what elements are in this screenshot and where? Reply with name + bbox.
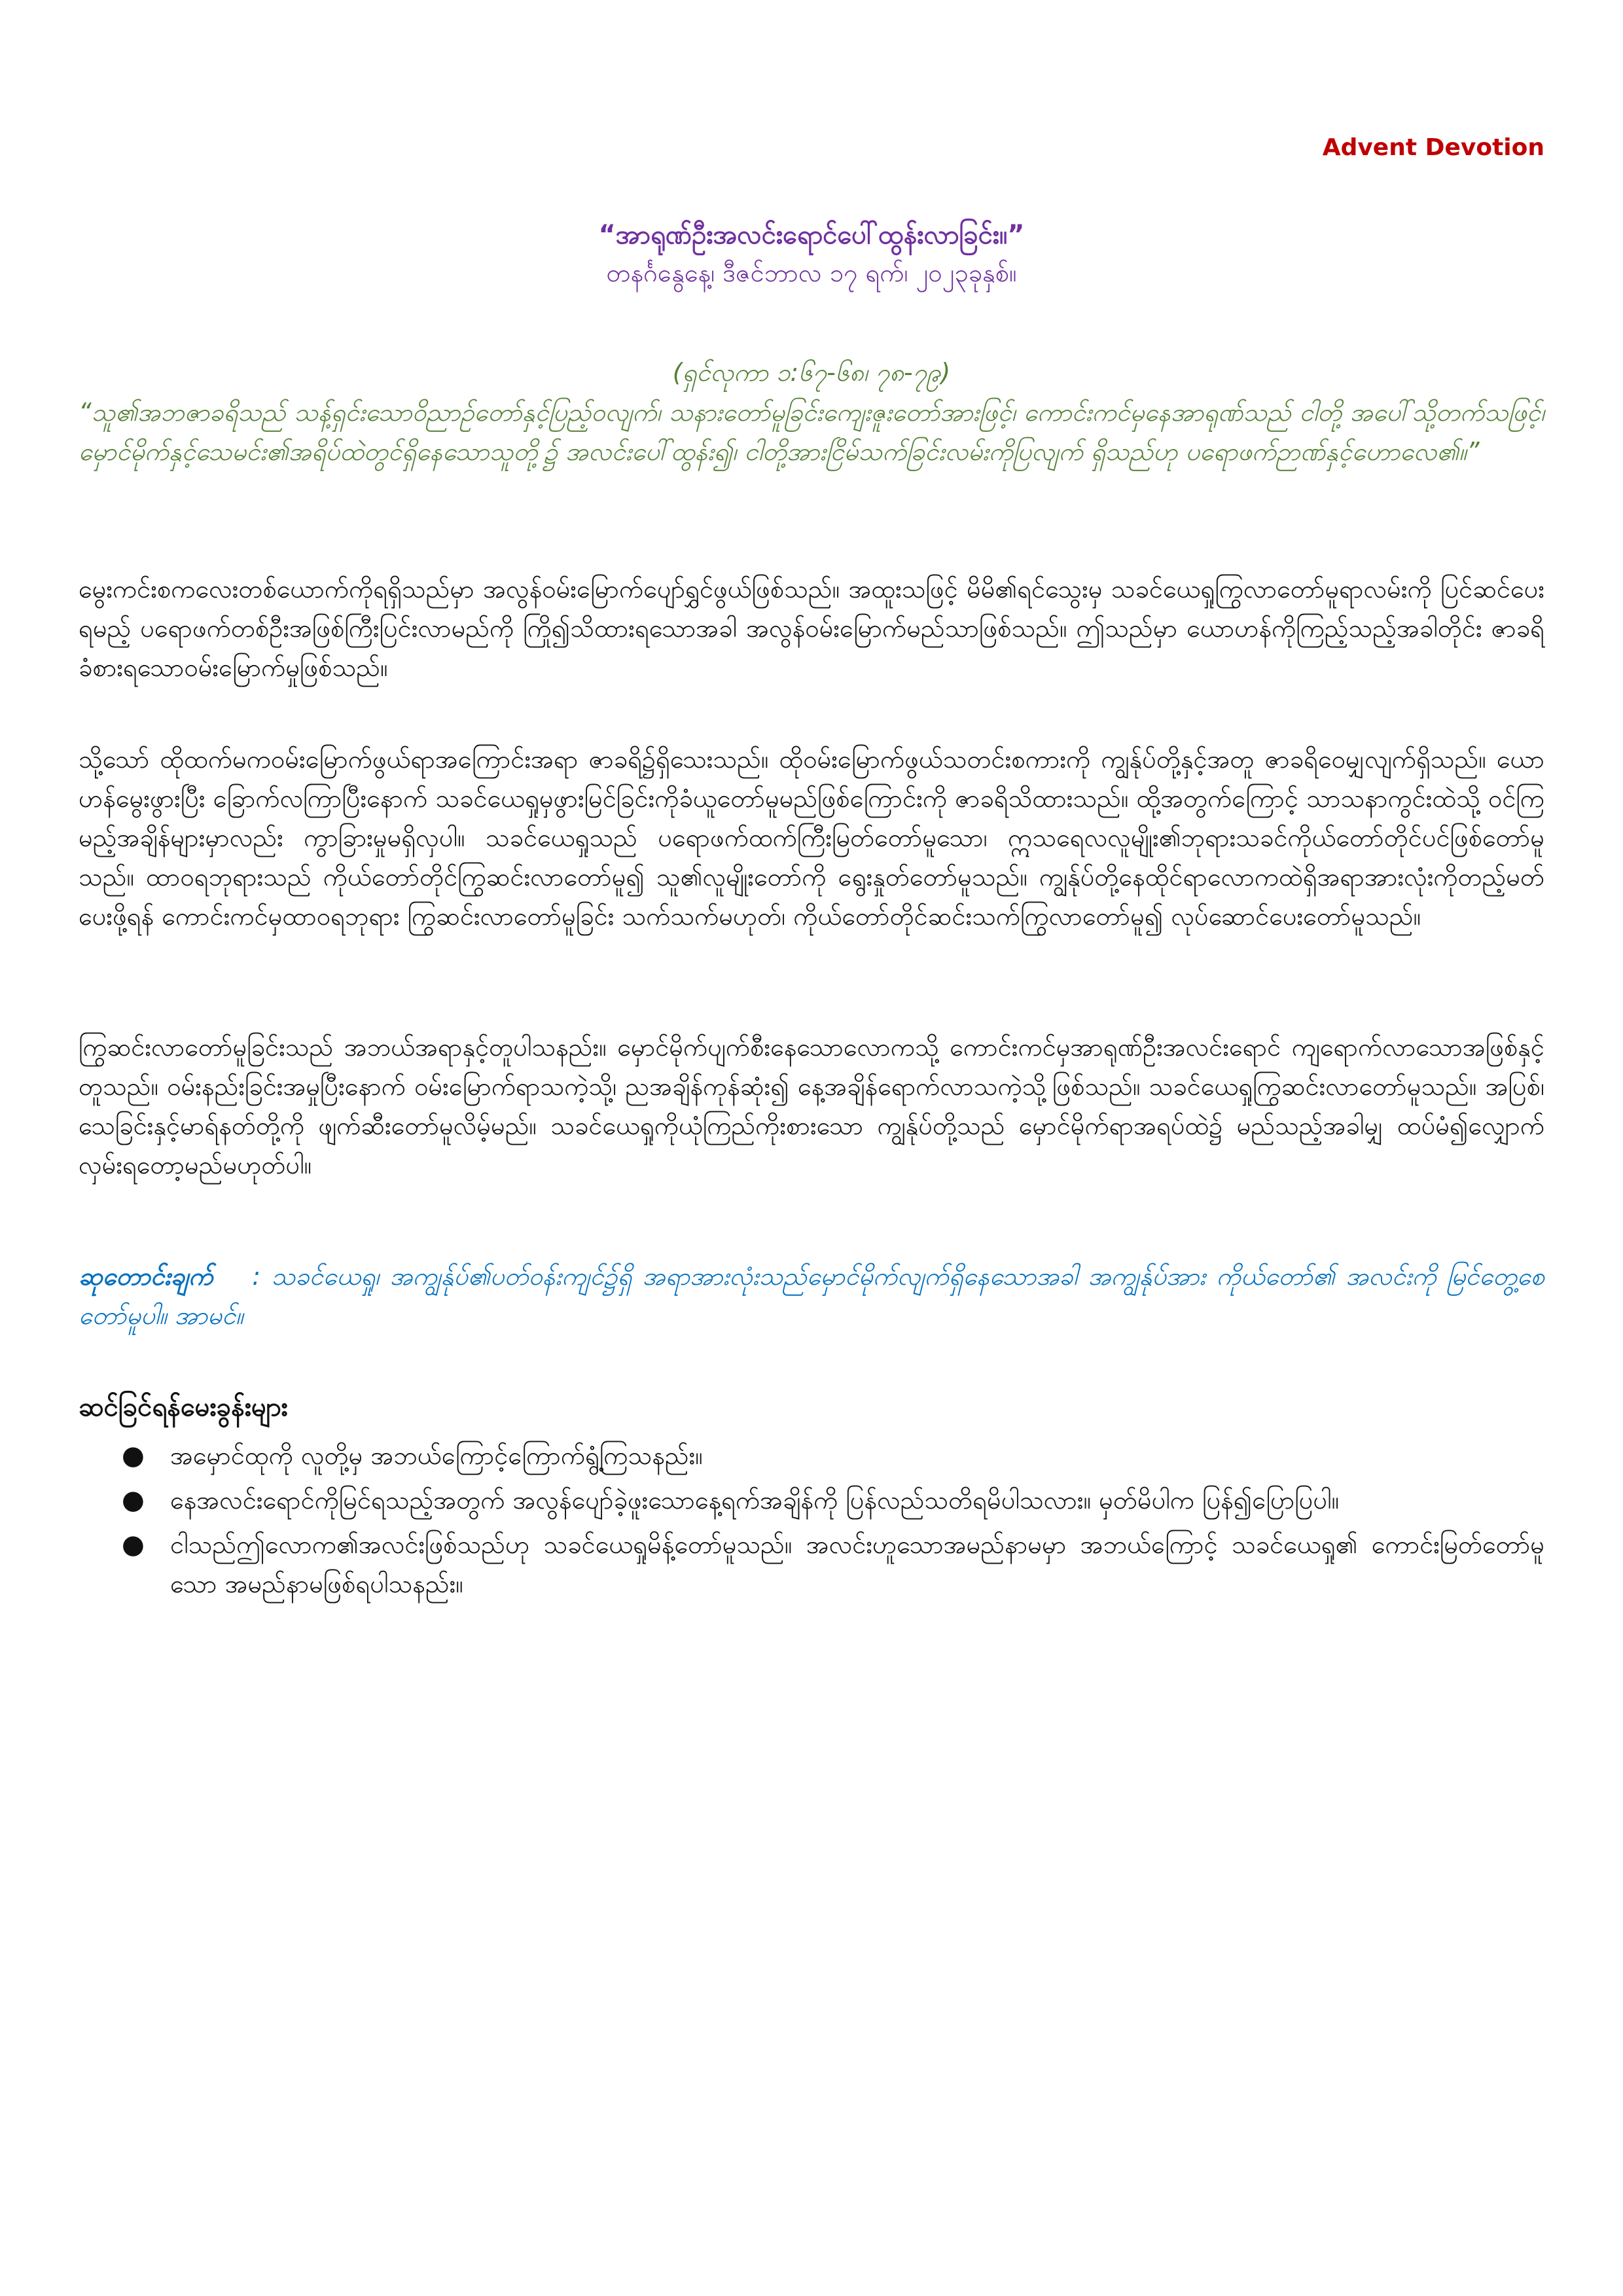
title-block (79, 216, 1544, 292)
reflection-questions (79, 1388, 1544, 1609)
devotion-page (79, 0, 1544, 2296)
questions-list (79, 1436, 1544, 1604)
header-label: Advent Devotion (1322, 134, 1544, 161)
prayer-text: : သခင်ယေရှု၊ အကျွန်ုပ်၏ပတ်ဝန်းကျင်၌ရှိ အရာအားလုံးသည်မှောင်မိုက်လျက်ရှိနေသောအခါ အကျွန်ုပ်အား ကိုယ်တော်၏ အလင်းကို မြင်တွေ့စေတော်မူပါ။ အာမင်။ (79, 1262, 1544, 1330)
questions-heading: ဆင်ခြင်ရန်မေးခွန်းများ (79, 1392, 288, 1422)
bullet-icon: ● (122, 1530, 145, 1560)
prayer-label: ဆုတောင်းချက် (79, 1262, 213, 1291)
question-text: နေအလင်းရောင်ကိုမြင်ရသည့်အတွက် အလွန်ပျော်ခဲ့ဖူးသောနေ့ရက်အချိန်ကို ပြန်လည်သတိရမိပါသလား။ မှတ်မိပါက ပြန်၍ပြောပြပါ။ (170, 1486, 1340, 1515)
prayer-block (79, 1257, 1544, 1335)
bullet-icon: ● (122, 1485, 145, 1515)
body-paragraph-2: သို့သော် ထိုထက်မကဝမ်းမြောက်ဖွယ်ရာအကြောင်းအရာ ဇာခရိ၌ရှိသေးသည်။ ထိုဝမ်းမြောက်ဖွယ်သတင်းစကားကို ကျွန်ုပ်တို့နှင့်အတူ ဇာခရိဝေမျှလျက်ရှိသည်။ ယောဟန်မွေးဖွားပြီး ခြောက်လကြာပြီးနောက် သခင်ယေရှုမှဖွားမြင်ခြင်းကိုခံယူတော်မူမည်ဖြစ်ကြောင်းကို ဇာခရိသိထားသည်။ ထို့အတွက်ကြောင့် သာသနာကွင်းထဲသို့ ဝင်ကြမည့်အချိန်များမှာလည်း ကွာခြားမှုမရှိလှပါ။ သခင်ယေရှုသည် ပရောဖက်ထက်ကြီးမြတ်တော်မူသော၊ ဣသရေလလူမျိုး၏ဘုရားသခင်ကိုယ်တော်တိုင်ပင်ဖြစ်တော်မူသည်။ ထာဝရဘုရားသည် ကိုယ်တော်တိုင်ကြွဆင်းလာတော်မူ၍ သူ၏လူမျိုးတော်ကို ရွေးနှုတ်တော်မူသည်။ ကျွန်ုပ်တို့နေထိုင်ရာလောကထဲရှိအရာအားလုံးကိုတည့်မတ်ပေးဖို့ရန် ကောင်းကင်မှထာဝရဘုရား ကြွဆင်းလာတော်မူခြင်း သက်သက်မဟုတ်၊ ကိုယ်တော်တိုင်ဆင်းသက်ကြွလာတော်မူ၍ လုပ်ဆောင်ပေးတော်မူသည်။ (79, 745, 1544, 931)
body-paragraph-1: မွေးကင်းစကလေးတစ်ယောက်ကိုရရှိသည်မှာ အလွန်ဝမ်းမြောက်ပျော်ရွှင်ဖွယ်ဖြစ်သည်။ အထူးသဖြင့် မိမိ၏ရင်သွေးမှ သခင်ယေရှုကြွလာတော်မူရာလမ်းကို ပြင်ဆင်ပေးရမည့် ပရောဖက်တစ်ဦးအဖြစ်ကြီးပြင်းလာမည်ကို ကြို၍သိထားရသောအခါ အလွန်ဝမ်းမြောက်မည်သာဖြစ်သည်။ ဤသည်မှာ ယောဟန်ကိုကြည့်သည့်အခါတိုင်း ဇာခရိခံစားရသောဝမ်းမြောက်မှုဖြစ်သည်။ (79, 575, 1544, 682)
devotion-title: “အာရုဏ်ဦးအလင်းရောင်ပေါ်ထွန်းလာခြင်း။” (598, 220, 1025, 250)
question-text: အမှောင်ထုကို လူတို့မှ အဘယ်ကြောင့်ကြောက်ရွံ့ကြသနည်း။ (170, 1441, 703, 1470)
bullet-icon: ● (122, 1441, 145, 1471)
scripture-reference: (ရှင်လုကာ ၁:၆၇-၆၈၊ ၇၈-၇၉) (672, 358, 951, 387)
body-paragraph-3: ကြွဆင်းလာတော်မူခြင်းသည် အဘယ်အရာနှင့်တူပါသနည်း။ မှောင်မိုက်ပျက်စီးနေသောလောကသို့ ကောင်းကင်မှအာရုဏ်ဦးအလင်းရောင် ကျရောက်လာသောအဖြစ်နှင့်တူသည်။ ဝမ်းနည်းခြင်းအမှုပြီးနောက် ဝမ်းမြောက်ရာသကဲ့သို့၊ ညအချိန်ကုန်ဆုံး၍ နေ့အချိန်ရောက်လာသကဲ့သို့ဖြစ်သည်။ သခင်ယေရှုကြွဆင်းလာတော်မူသည်။ အပြစ်၊ သေခြင်းနှင့်မာရ်နတ်တို့ကို ဖျက်ဆီးတော်မူလိမ့်မည်။ သခင်ယေရှုကိုယုံကြည်ကိုးစားသော ကျွန်ုပ်တို့သည် မှောင်မိုက်ရာအရပ်ထဲ၌ မည်သည့်အခါမျှ ထပ်မံ၍လျှောက်လှမ်းရတော့မည်မဟုတ်ပါ။ (79, 1033, 1544, 1179)
question-text: ငါသည်ဤလောက၏အလင်းဖြစ်သည်ဟု သခင်ယေရှုမိန့်တော်မူသည်။ အလင်းဟူသောအမည်နာမမှာ အဘယ်ကြောင့် သခင်ယေရှု၏ ကောင်းမြတ်တော်မူသော အမည်နာမဖြစ်ရပါသနည်း။ (170, 1530, 1544, 1598)
list-item (122, 1480, 1544, 1520)
list-item (122, 1436, 1544, 1475)
devotion-date: တနင်္ဂနွေနေ့၊ ဒီဇင်ဘာလ ၁၇ ရက်၊ ၂၀၂၃ခုနှစ်။ (606, 259, 1017, 287)
scripture-text: “သူ၏အဘဇာခရိသည် သန့်ရှင်းသောဝိညာဉ်တော်နှင့်ပြည့်ဝလျက်၊ သနားတော်မူခြင်းကျေးဇူးတော်အားဖြင့်၊ ကောင်းကင်မှနေအာရုဏ်သည် ငါတို့ အပေါ်သို့တက်သဖြင့်၊ မှောင်မိုက်နှင့်သေမင်း၏အရိပ်ထဲတွင်ရှိနေသောသူတို့၌ အလင်းပေါ်ထွန်း၍၊ ငါတို့အားငြိမ်သက်ခြင်းလမ်းကိုပြလျက် ရှိသည်ဟု ပရောဖက်ဉာဏ်နှင့်ဟောလေ၏။” (79, 398, 1544, 466)
list-item (122, 1525, 1544, 1604)
